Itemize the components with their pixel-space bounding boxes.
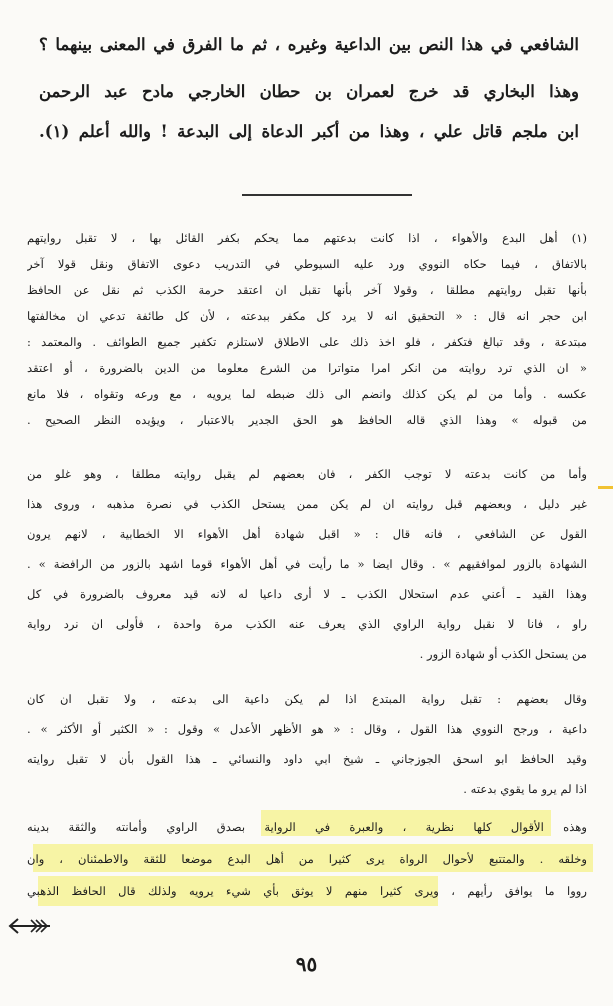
footnote-line: مبتدعة ، وقد تبالغ فتكفر ، فلو اخذ ذلك على الاطلاق لاستلزم تكفير جميع الطوائف . والمعتمد :: [27, 335, 587, 349]
footnote-line: وقيد الحافظ ابو اسحق الجوزجاني ـ شيخ ابي داود والنسائي ـ هذا القول بأن لا تقبل روايته: [27, 752, 587, 766]
page-number: ٩٥: [295, 952, 318, 976]
footnote-line: اذا لم يرو ما يقوي بدعته .: [463, 782, 587, 796]
main-text-line-2: وهذا البخاري قد خرج لعمران بن حطان الخارجي مادح عبد الرحمن: [39, 82, 579, 101]
footnote-separator: [242, 194, 412, 196]
footnote-line-highlighted: وهذه الأقوال كلها نظرية ، والعبرة في الرواية بصدق الراوي وأمانته والثقة بدينه: [27, 820, 587, 834]
footnote-line: عكسه . وأما من لم يكن كذلك وانضم الى ذلك ضبطه لما يرويه ، مع ورعه وتقواه ، فلا مانع: [27, 387, 587, 401]
footnote-line: القول عن الشافعي ، فانه قال : « اقبل شهادة أهل الأهواء الا الخطابية ، لانهم يرون: [27, 527, 587, 541]
footnote-line: بأنها تقبل روايتهم مطلقا ، وقولا آخر بأنها تقبل ان اعتقد حرمة الكذب ثم نقل عن الحافظ: [27, 283, 587, 297]
footnote-line: بالاتفاق ، فيما حكاه النووي ورد عليه السيوطي في التدريب دعوى الاتفاق ونقل قولا آخر: [27, 257, 587, 271]
footnote-line: (١) أهل البدع والأهواء ، اذا كانت بدعتهم مما يحكم بكفر القائل بها ، لا تقبل روايتهم: [27, 231, 587, 245]
footnote-line: داعية ، ورجح النووي هذا القول ، وقال : « هو الأظهر الأعدل » وقول : « الكثير أو الأكثر » .: [27, 722, 587, 736]
footnote-line: راو ، فانا لا نقبل رواية الراوي الذي يعرف عنه الكذب مرة واحدة ، فأولى ان نرد رواية: [27, 617, 587, 631]
footnote-line-highlighted: وخلقه . والمتتبع لأحوال الرواة يرى كثيرا من أهل البدع موضعا للثقة والاطمئنان ، وان: [27, 852, 587, 866]
footnote-line: ابن حجر انه قال : « التحقيق انه لا يرد كل مكفر ببدعته ، لأن كل طائفة تدعي ان مخالفتها: [27, 309, 587, 323]
footnote-line: وأما من كانت بدعته لا توجب الكفر ، فان بعضهم لم يقبل روايته مطلقا ، وهو غلو من: [27, 467, 587, 481]
main-text-line-3: ابن ملجم قاتل علي ، وهذا من أكبر الدعاة إلى البدعة ! والله أعلم (١).: [39, 122, 579, 141]
edge-mark: [598, 486, 613, 489]
footnote-line: من قبوله » وهذا الذي قاله الحافظ هو الحق الجدير بالاعتبار ، ويؤيده النظر الصحيح .: [27, 413, 587, 427]
footnote-line: غير دليل ، وبعضهم قبل روايته ان لم يكن ممن يستحل الكذب في نصرة مذهبه ، وروى هذا: [27, 497, 587, 511]
footnote-line: من يستحل الكذب أو شهادة الزور .: [419, 647, 587, 661]
continuation-arrow-icon: [8, 916, 52, 936]
main-text-line-1: الشافعي في هذا النص بين الداعية وغيره ، ثم ما الفرق في المعنى بينهما ؟: [39, 35, 579, 54]
footnote-line: وهذا القيد ـ أعني عدم استحلال الكذب ـ لا أرى داعيا له لانه قيد معروف بالضرورة في كل: [27, 587, 587, 601]
footnote-line-highlighted: رووا ما يوافق رأيهم ، ويرى كثيرا منهم لا يوثق بأي شيء يرويه ولذلك قال الحافظ الذهبي: [27, 884, 587, 898]
footnote-line: الشهادة بالزور لموافقيهم » . وقال ايضا « ما رأيت في أهل الأهواء قوما اشهد بالزور من الرافضة » .: [27, 557, 587, 571]
footnote-line: وقال بعضهم : تقبل رواية المبتدع اذا لم يكن داعية الى بدعته ، ولا تقبل ان كان: [27, 692, 587, 706]
footnote-line: « ان الذي ترد روايته من انكر امرا متواترا من الشرع معلوما من الدين بالضرورة ، أو اعتقد: [27, 361, 587, 375]
